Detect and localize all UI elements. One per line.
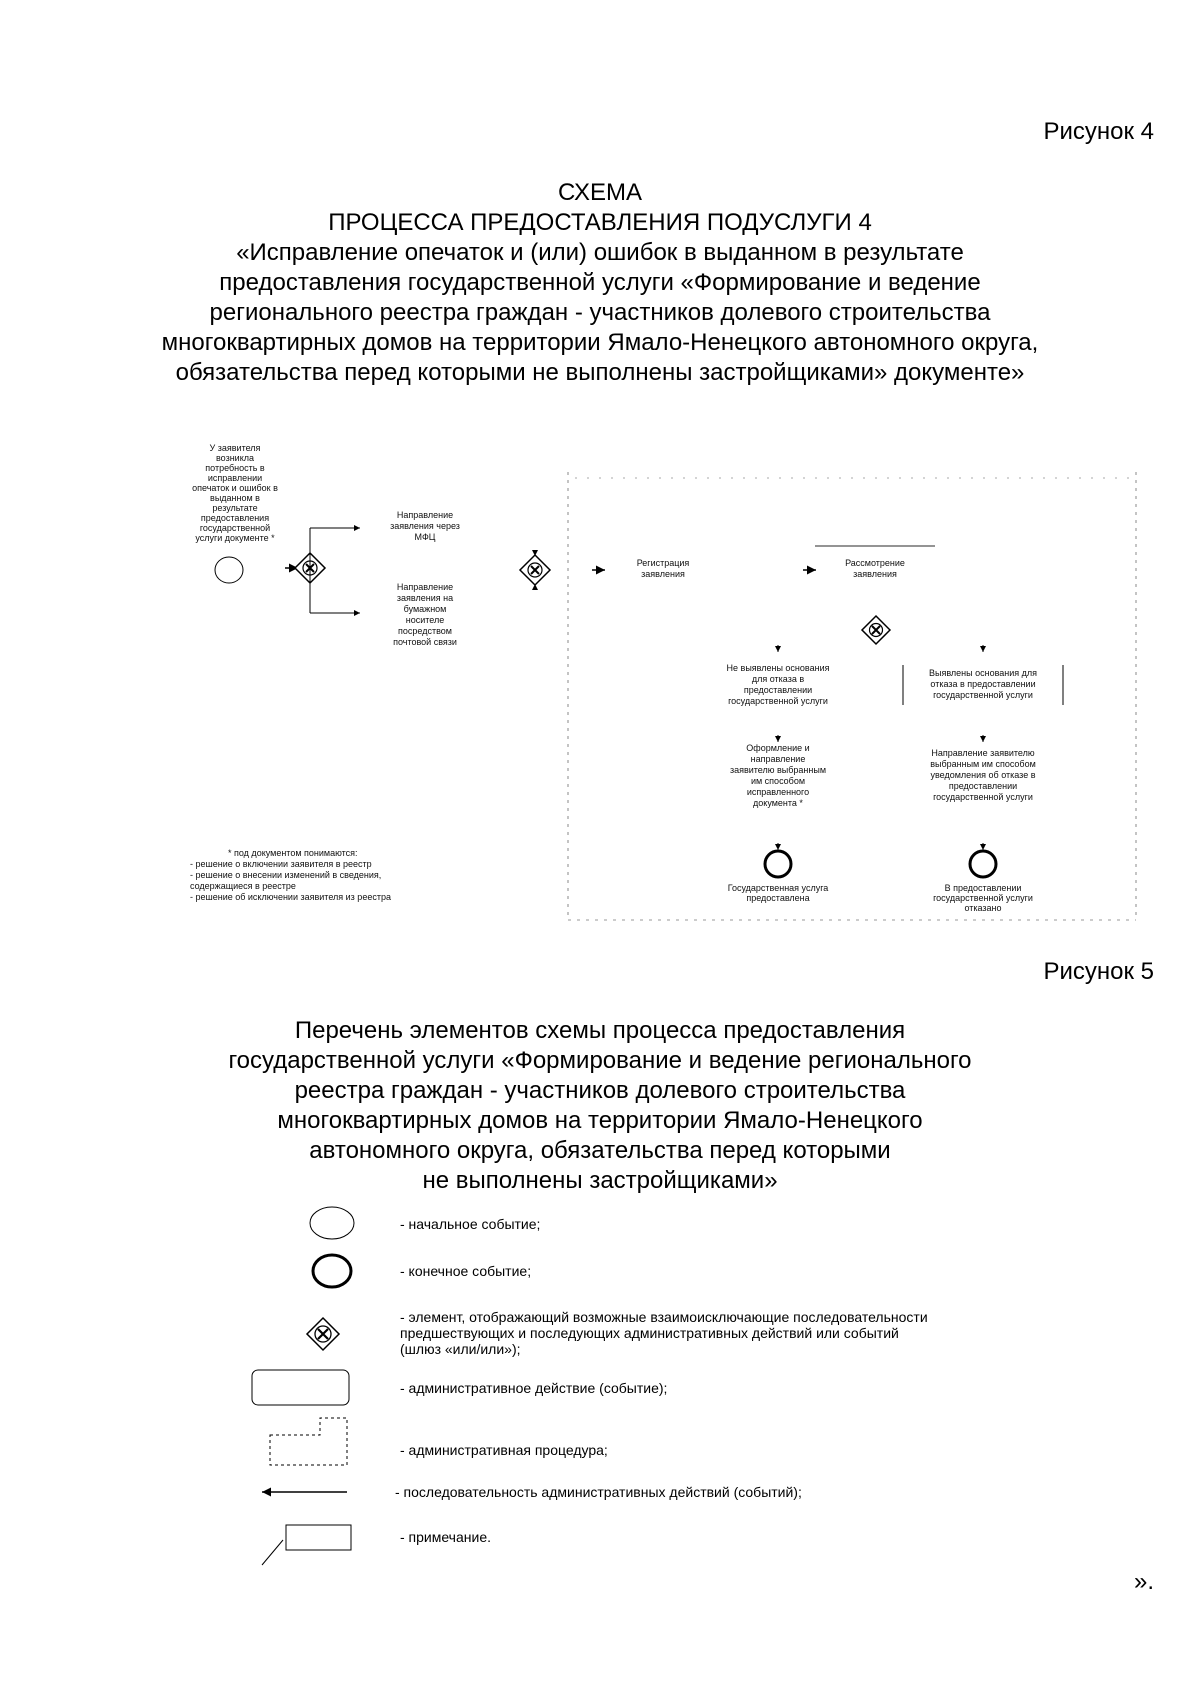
legend-action-text: - административное действие (событие);	[400, 1380, 668, 1396]
svg-text:выданном в: выданном в	[210, 493, 260, 503]
svg-text:Рассмотрение: Рассмотрение	[845, 558, 905, 568]
svg-text:предоставлена: предоставлена	[746, 893, 810, 903]
legend-note-icon	[262, 1525, 351, 1565]
title-line: не выполнены застройщиками»	[422, 1167, 778, 1194]
legend-action-icon	[252, 1370, 349, 1405]
figure-5-label: Рисунок 5	[1043, 958, 1154, 985]
svg-text:заявления через: заявления через	[390, 521, 460, 531]
svg-text:государственной: государственной	[199, 523, 271, 533]
legend-sequence-text: - последовательность административных действий (событий);	[395, 1484, 802, 1500]
svg-text:- решение о включении заявител: - решение о включении заявителя в реестр	[190, 859, 372, 869]
svg-text:потребность в: потребность в	[205, 463, 265, 473]
svg-text:Направление: Направление	[396, 510, 454, 520]
no-grounds-action	[727, 663, 830, 706]
svg-text:бумажном: бумажном	[403, 604, 447, 614]
gateway-3-icon	[862, 616, 890, 644]
closing-quote: ».	[1133, 1568, 1154, 1595]
svg-text:Направление: Направление	[396, 582, 454, 592]
footnote	[190, 848, 391, 902]
title-line: ПРОЦЕССА ПРЕДОСТАВЛЕНИЯ ПОДУСЛУГИ 4	[328, 209, 872, 236]
legend-start-event-icon	[310, 1207, 354, 1239]
svg-text:отказано: отказано	[964, 903, 1002, 913]
svg-text:государственной услуги: государственной услуги	[728, 696, 828, 706]
end-refused-label	[933, 883, 1033, 913]
legend-gateway-line: предшествующих и последующих административных действий или событий	[400, 1325, 899, 1341]
title-line: многоквартирных домов на территории Ямало-Ненецкого	[277, 1107, 923, 1134]
need-event-label	[192, 443, 278, 543]
issue-document-action	[730, 743, 826, 808]
grounds-found-action	[929, 668, 1037, 700]
title-line: автономного округа, обязательства перед которыми	[309, 1137, 891, 1164]
svg-text:Оформление и: Оформление и	[746, 743, 810, 753]
svg-text:Государственная услуга: Государственная услуга	[727, 883, 829, 893]
svg-text:опечаток и ошибок в: опечаток и ошибок в	[192, 483, 278, 493]
title-line: обязательства перед которыми не выполнены застройщиками» документе»	[175, 359, 1025, 386]
svg-text:отказа в предоставлении: отказа в предоставлении	[930, 679, 1036, 689]
svg-text:- решение о внесении изменений: - решение о внесении изменений в сведения,	[190, 870, 382, 880]
legend-end-event-text: - конечное событие;	[400, 1263, 532, 1279]
figure-4-label: Рисунок 4	[1043, 118, 1154, 145]
svg-text:Регистрация: Регистрация	[636, 558, 690, 568]
svg-text:МФЦ: МФЦ	[414, 532, 436, 542]
svg-text:почтовой связи: почтовой связи	[393, 637, 457, 647]
svg-text:для отказа в: для отказа в	[751, 674, 805, 684]
title-line: регионального реестра граждан - участников долевого строительства	[209, 299, 991, 326]
start-event-icon	[215, 557, 243, 583]
legend-gateway-icon	[307, 1318, 339, 1350]
svg-text:результате: результате	[212, 503, 258, 513]
svg-text:заявления: заявления	[641, 569, 685, 579]
svg-text:Выявлены основания для: Выявлены основания для	[928, 668, 1038, 678]
title-line: государственной услуги «Формирование и ведение регионального	[228, 1047, 972, 1074]
svg-text:уведомления об отказе в: уведомления об отказе в	[930, 770, 1036, 780]
svg-text:содержащиеся в реестре: содержащиеся в реестре	[190, 881, 296, 891]
svg-text:направление: направление	[750, 754, 806, 764]
svg-text:им способом: им способом	[750, 776, 806, 786]
legend-start-event-text: - начальное событие;	[400, 1216, 541, 1232]
svg-text:государственной услуги: государственной услуги	[933, 792, 1033, 802]
svg-text:услуги документе *: услуги документе *	[195, 533, 275, 543]
svg-text:государственной услуги: государственной услуги	[933, 893, 1033, 903]
registration-action	[637, 558, 690, 579]
svg-text:заявителю выбранным: заявителю выбранным	[729, 765, 827, 775]
title-line: Перечень элементов схемы процесса предоставления	[294, 1017, 906, 1044]
svg-text:носителе: носителе	[405, 615, 445, 625]
svg-text:У заявителя: У заявителя	[209, 443, 261, 453]
legend-end-event-icon	[313, 1255, 351, 1287]
title-line: предоставления государственной услуги «Формирование и ведение	[219, 269, 981, 296]
legend-procedure-icon	[270, 1418, 347, 1465]
svg-text:Не выявлены основания: Не выявлены основания	[726, 663, 830, 673]
legend-gateway-line: (шлюз «или/или»);	[400, 1341, 521, 1357]
svg-text:исправлении: исправлении	[207, 473, 263, 483]
svg-text:заявления на: заявления на	[396, 593, 454, 603]
title-line: многоквартирных домов на территории Ямало-Ненецкого автономного округа,	[161, 329, 1039, 356]
svg-text:посредством: посредством	[398, 626, 452, 636]
svg-text:исправленного: исправленного	[746, 787, 810, 797]
svg-text:предоставлении: предоставлении	[743, 685, 813, 695]
send-by-mail-action	[393, 582, 457, 647]
notify-refusal-action	[930, 748, 1036, 802]
svg-text:заявления: заявления	[853, 569, 897, 579]
send-via-mfc-action	[390, 510, 460, 542]
svg-text:государственной услуги: государственной услуги	[933, 690, 1033, 700]
svg-text:- решение об исключении заявит: - решение об исключении заявителя из реестра	[190, 892, 391, 902]
review-action	[845, 558, 905, 579]
legend-note-text: - примечание.	[400, 1529, 491, 1545]
gateway-2-icon	[520, 555, 550, 585]
svg-text:документа *: документа *	[753, 798, 803, 808]
end-event-refused-icon	[970, 851, 996, 877]
svg-text:выбранным им способом: выбранным им способом	[930, 759, 1036, 769]
svg-text:предоставлении: предоставлении	[948, 781, 1018, 791]
title-line: СХЕМА	[558, 179, 642, 206]
legend-gateway-line: - элемент, отображающий возможные взаимоисключающие последовательности	[400, 1309, 928, 1325]
svg-text:В предоставлении: В предоставлении	[944, 883, 1022, 893]
svg-text:предоставления: предоставления	[200, 513, 270, 523]
title-line: «Исправление опечаток и (или) ошибок в выданном в результате	[236, 239, 964, 266]
title-line: реестра граждан - участников долевого строительства	[294, 1077, 906, 1104]
legend-gateway-text	[400, 1309, 928, 1357]
end-provided-label	[728, 883, 829, 903]
svg-text:возникла: возникла	[215, 453, 255, 463]
legend-procedure-text: - административная процедура;	[400, 1442, 608, 1458]
svg-text:* под документом понимаются:: * под документом понимаются:	[228, 848, 358, 858]
end-event-provided-icon	[765, 851, 791, 877]
svg-text:Направление заявителю: Направление заявителю	[931, 748, 1035, 758]
figure-5-title	[150, 1016, 1050, 1196]
